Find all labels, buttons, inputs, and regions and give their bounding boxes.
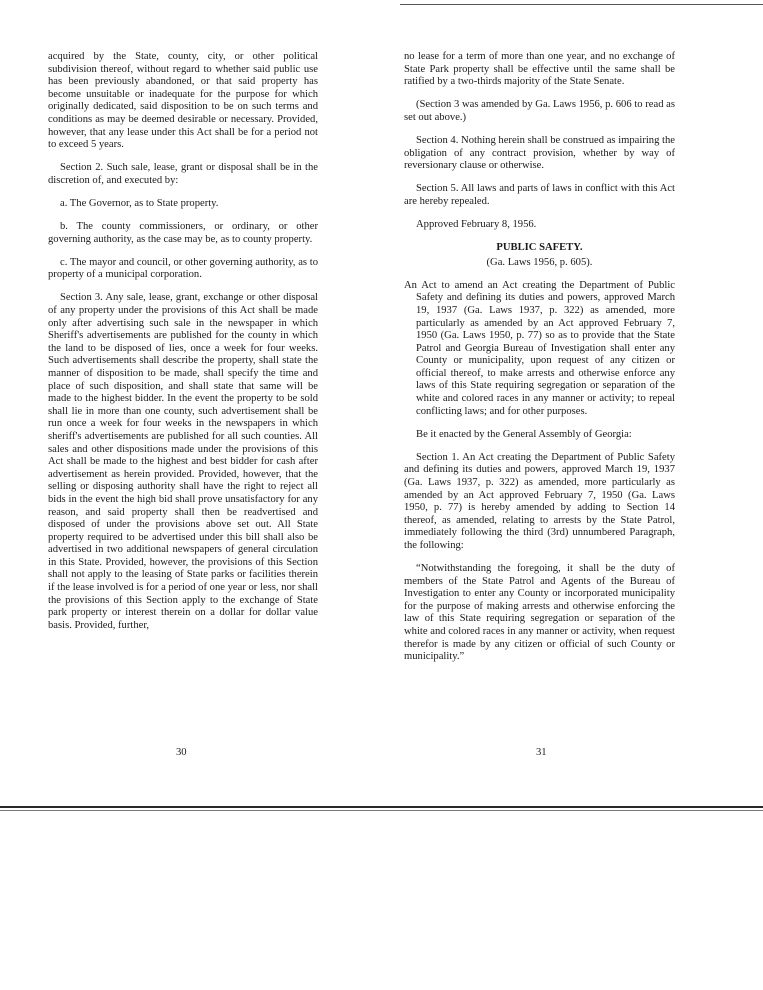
paragraph: Section 2. Such sale, lease, grant or disposal shall be in the discretion of, and executed by:	[48, 162, 318, 186]
section-heading: PUBLIC SAFETY.	[496, 242, 583, 254]
right-page-column	[404, 51, 675, 674]
paragraph: c. The mayor and council, or other governing authority, as to property of a municipal corporation.	[48, 256, 318, 281]
page-number-left: 30	[176, 747, 187, 758]
quoted-amendment: “Notwithstanding the foregoing, it shall be the duty of members of the State Patrol and Agents of the Bureau of Investigation to enter any County or incorporated municipality for the purpose of making arrests and otherwise enforcing the law of this State requiring segregation or separation of the white and colored races in any manner or activity, when request therefor is made by any citizen or official of such County or municipality.”	[404, 563, 675, 663]
paragraph: Section 1. An Act creating the Department of Public Safety and defining its duties and powers, approved March 19, 1937 (Ga. Laws 1937, p. 322) as amended, more particularly as amended by an Act approved February 7, 1950 (Ga. Laws 1950, p. 77) is hereby amended by adding to Section 14 thereof, as amended, relating to arrests by the State Patrol, immediately following the third (3rd) unnumbered Paragraph, the following:	[404, 451, 675, 551]
bottom-rule	[0, 806, 763, 808]
paragraph: (Section 3 was amended by Ga. Laws 1956, p. 606 to read as set out above.)	[404, 99, 675, 123]
paragraph: Section 4. Nothing herein shall be construed as impairing the obligation of any contract provision, whether by way of reversionary clause or otherwise.	[404, 134, 675, 172]
paragraph: a. The Governor, as to State property.	[60, 197, 219, 209]
bottom-rule-thin	[0, 810, 763, 811]
left-page-column	[48, 51, 318, 643]
section-citation: (Ga. Laws 1956, p. 605).	[486, 256, 593, 268]
paragraph: Section 5. All laws and parts of laws in conflict with this Act are hereby repealed.	[404, 183, 675, 207]
enacting-clause: Be it enacted by the General Assembly of Georgia:	[416, 428, 632, 440]
act-preamble: An Act to amend an Act creating the Department of Public Safety and defining its duties and powers, approved March 19, 1937 (Ga. Laws 1937, p. 322) as amended, more particularly as amended by an Act approved February 7, 1950 (Ga. Laws 1950, p. 77) so as to provide that the State Patrol and Georgia Bureau of Investigation shall enter any County or municipality, upon request of any citizen or official thereof, to make arrests and otherwise enforce any laws of this State requiring segregation or separation of the white and colored races in any manner or activity; to repeal conflicting laws; and for other purposes.	[404, 279, 675, 417]
paragraph: Section 3. Any sale, lease, grant, exchange or other disposal of any property under the provisions of this Act shall be made only after advertising such sale in the newspaper in which Sheriff's advertisements are published for the county in which the land to be disposed of lies, once a week for four weeks. Such advertisements shall describe the property, shall state the manner of disposition to be made, shall specify the time and place of such disposition, and shall state that same will be made to the highest bidder. In the event the property to be sold shall lie in more than one county, such advertisement shall be run once a week for four weeks in the newspapers in which sheriff's advertisements are published for all such counties. All sales and other dispositions made under the provisions of this Act shall be made to the highest and best bidder for cash after advertisement as herein provided. Provided, however, that the selling or disposing authority shall have the right to reject all bids in the event the high bid shall prove unsatisfactory for any reason, and said property shall then be readvertised and disposed of under the provisions above set out. All State property required to be advertised under this bill shall also be advertised in two additional newspapers of general circulation in this State. Provided, however, the provisions of this Section shall not apply to the leasing of State parks or facilities therein if the lease involved is for a period of one year or less, nor shall the provisions of this Section apply to the exchange of State park property or interest therein on a dollar for dollar value basis. Provided, further,	[48, 292, 318, 631]
top-rule	[400, 4, 763, 5]
paragraph: b. The county commissioners, or ordinary, or other governing authority, as the case may be, as to county property.	[48, 221, 318, 245]
paragraph: acquired by the State, county, city, or other political subdivision thereof, without regard to whether said public use has been previously abandoned, or that said property has become unsuitable or inadequate for the purpose for which originally dedicated, said disposition to be on such terms and conditions as may be deemed desirable or necessary. Provided, however, that any lease under this Act shall be for a period not to exceed 5 years.	[48, 51, 318, 151]
approval-date: Approved February 8, 1956.	[416, 218, 537, 230]
page-number-right: 31	[536, 747, 547, 758]
paragraph: no lease for a term of more than one year, and no exchange of State Park property shall be effective until the same shall be ratified by a two-thirds majority of the State Senate.	[404, 51, 675, 88]
